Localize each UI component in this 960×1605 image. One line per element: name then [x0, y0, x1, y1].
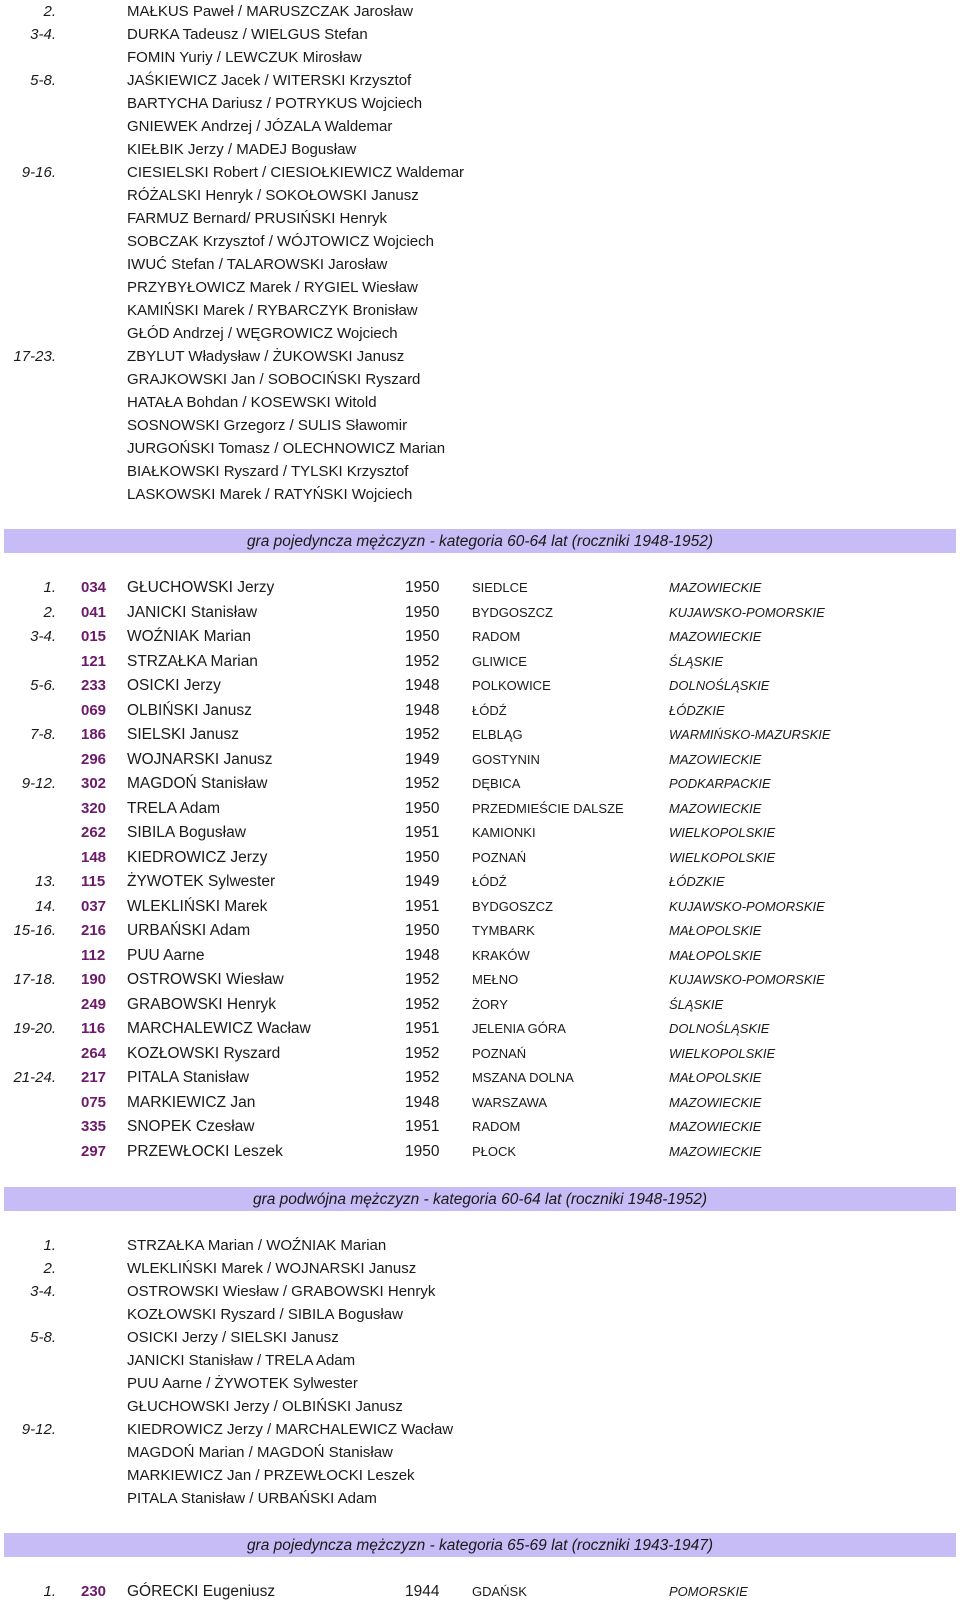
singles-results-table [0, 576, 960, 1164]
player-name: SIELSKI Janusz [127, 726, 240, 743]
birth-year: 1949 [405, 750, 440, 768]
region: PODKARPACKIE [669, 776, 771, 791]
pair-names: KIEŁBIK Jerzy / MADEJ Bogusław [127, 141, 357, 158]
table-row [0, 797, 960, 822]
pair-names: FOMIN Yuriy / LEWCZUK Mirosław [127, 49, 362, 66]
birth-year: 1952 [405, 775, 440, 792]
player-name: TRELA Adam [127, 799, 221, 817]
list-item [0, 483, 960, 506]
pair-names: MAŁKUS Paweł / MARUSZCZAK Jarosław [127, 3, 413, 20]
player-number: 335 [81, 1118, 107, 1135]
player-number: 069 [81, 701, 107, 719]
list-item [0, 322, 960, 345]
pair-names: OSICKI Jerzy / SIELSKI Janusz [127, 1329, 339, 1346]
player-name: WLEKLIŃSKI Marek [127, 897, 268, 915]
list-item [0, 230, 960, 253]
player-number: 320 [81, 799, 107, 817]
place-label: 9-12. [21, 775, 56, 792]
player-name: STRZAŁKA Marian [127, 652, 258, 670]
birth-year: 1951 [405, 824, 440, 841]
list-item [0, 368, 960, 391]
place-label: 5-6. [30, 677, 56, 694]
table-row [0, 821, 960, 846]
pair-names: PUU Aarne / ŻYWOTEK Sylwester [127, 1375, 358, 1392]
birth-year: 1952 [405, 652, 440, 670]
pair-names: DURKA Tadeusz / WIELGUS Stefan [127, 26, 368, 43]
pair-names: STRZAŁKA Marian / WOŹNIAK Marian [127, 1237, 387, 1254]
list-item [0, 1372, 960, 1395]
city: POZNAŃ [472, 1045, 527, 1061]
pair-names: JANICKI Stanisław / TRELA Adam [127, 1352, 356, 1369]
player-number: 249 [81, 995, 107, 1013]
pair-names: KAMIŃSKI Marek / RYBARCZYK Bronisław [127, 302, 418, 319]
region: MAZOWIECKIE [669, 580, 762, 595]
player-name: PRZEWŁOCKI Leszek [127, 1142, 283, 1160]
region: KUJAWSKO-POMORSKIE [669, 898, 825, 914]
player-name: GŁUCHOWSKI Jerzy [127, 579, 275, 596]
player-name: GÓRECKI Eugeniusz [127, 1583, 276, 1600]
list-item [0, 138, 960, 161]
pair-names: SOBCZAK Krzysztof / WÓJTOWICZ Wojciech [127, 233, 434, 250]
region: POMORSKIE [669, 1584, 748, 1599]
player-number: 233 [81, 677, 107, 694]
player-name: OLBIŃSKI Janusz [127, 701, 252, 719]
pair-names: FARMUZ Bernard/ PRUSIŃSKI Henryk [127, 210, 388, 227]
city: RADOM [472, 629, 521, 644]
list-item [0, 161, 960, 184]
player-number: 297 [81, 1142, 107, 1160]
region: WIELKOPOLSKIE [669, 849, 776, 865]
pair-names: ZBYLUT Władysław / ŻUKOWSKI Janusz [127, 348, 405, 365]
birth-year: 1950 [405, 603, 440, 621]
city: ŻORY [472, 996, 508, 1012]
player-name: KOZŁOWSKI Ryszard [127, 1044, 281, 1062]
table-row [0, 1140, 960, 1165]
place-label: 3-4. [30, 628, 56, 645]
birth-year: 1948 [405, 677, 440, 694]
list-item [0, 1303, 960, 1326]
city: WARSZAWA [472, 1094, 548, 1110]
table-row [0, 968, 960, 993]
region: WARMIŃSKO-MAZURSKIE [669, 727, 831, 742]
table-row [0, 1066, 960, 1091]
pair-names: GNIEWEK Andrzej / JÓZALA Waldemar [127, 118, 393, 135]
pair-names: KOZŁOWSKI Ryszard / SIBILA Bogusław [127, 1306, 403, 1323]
table-row [0, 846, 960, 871]
list-item [0, 437, 960, 460]
birth-year: 1948 [405, 946, 440, 964]
region: MAŁOPOLSKIE [669, 1070, 762, 1085]
player-name: WOJNARSKI Janusz [127, 750, 273, 768]
player-number: 041 [81, 603, 107, 621]
list-item [0, 1464, 960, 1487]
birth-year: 1950 [405, 799, 440, 817]
birth-year: 1950 [405, 922, 440, 939]
table-row [0, 625, 960, 650]
pair-names: PITALA Stanisław / URBAŃSKI Adam [127, 1490, 377, 1507]
pair-names: BARTYCHA Dariusz / POTRYKUS Wojciech [127, 95, 423, 112]
pair-names: SOSNOWSKI Grzegorz / SULIS Sławomir [127, 417, 408, 434]
pair-names: GŁÓD Andrzej / WĘGROWICZ Wojciech [127, 325, 398, 342]
player-number: 264 [81, 1044, 107, 1062]
birth-year: 1948 [405, 1093, 440, 1111]
player-number: 015 [81, 628, 107, 645]
player-name: PUU Aarne [127, 946, 205, 964]
birth-year: 1950 [405, 628, 440, 645]
list-item [0, 207, 960, 230]
player-name: SNOPEK Czesław [127, 1118, 255, 1135]
birth-year: 1950 [405, 1142, 440, 1160]
pair-names: BIAŁKOWSKI Ryszard / TYLSKI Krzysztof [127, 463, 409, 480]
birth-year: 1952 [405, 995, 440, 1013]
player-number: 112 [81, 946, 106, 964]
list-item [0, 1487, 960, 1510]
region: KUJAWSKO-POMORSKIE [669, 604, 825, 620]
player-name: JANICKI Stanisław [127, 603, 258, 621]
pair-names: MARKIEWICZ Jan / PRZEWŁOCKI Leszek [127, 1467, 415, 1484]
place-label: 5-8. [30, 1329, 56, 1346]
city: BYDGOSZCZ [472, 898, 553, 914]
pair-names: JURGOŃSKI Tomasz / OLECHNOWICZ Marian [127, 440, 446, 457]
list-item [0, 1280, 960, 1303]
city: PRZEDMIEŚCIE DALSZE [472, 800, 624, 816]
city: GOSTYNIN [472, 751, 540, 767]
table-row [0, 1017, 960, 1042]
table-row [0, 1091, 960, 1116]
pair-names: JAŚKIEWICZ Jacek / WITERSKI Krzysztof [127, 72, 412, 89]
place-label: 3-4. [30, 26, 56, 43]
player-number: 216 [81, 922, 107, 939]
player-number: 116 [81, 1020, 106, 1037]
region: MAZOWIECKIE [669, 1119, 762, 1134]
list-item [0, 184, 960, 207]
place-label: 1. [43, 1237, 56, 1254]
pair-names: PRZYBYŁOWICZ Marek / RYGIEL Wiesław [127, 279, 418, 296]
singles-results-table [0, 1580, 960, 1605]
region: MAZOWIECKIE [669, 751, 762, 767]
pair-names: WLEKLIŃSKI Marek / WOJNARSKI Janusz [127, 1260, 417, 1277]
table-row [0, 699, 960, 724]
list-item [0, 69, 960, 92]
city: GDAŃSK [472, 1584, 527, 1599]
city: ŁÓDŹ [472, 702, 507, 718]
birth-year: 1951 [405, 897, 440, 915]
table-row [0, 895, 960, 920]
list-item [0, 1234, 960, 1257]
place-label: 7-8. [30, 726, 56, 743]
player-name: OSTROWSKI Wiesław [127, 971, 284, 988]
birth-year: 1948 [405, 701, 440, 719]
place-label: 17-18. [13, 971, 56, 988]
player-number: 037 [81, 897, 107, 915]
place-label: 1. [43, 579, 56, 596]
list-item [0, 253, 960, 276]
table-row [0, 1115, 960, 1140]
player-name: KIEDROWICZ Jerzy [127, 848, 268, 866]
region: ŁÓDZKIE [669, 702, 725, 718]
player-name: URBAŃSKI Adam [127, 922, 251, 939]
section-header: gra podwójna mężczyzn - kategoria 60-64 lat (roczniki 1948-1952) [4, 1187, 956, 1211]
list-item [0, 1326, 960, 1349]
pair-names: LASKOWSKI Marek / RATYŃSKI Wojciech [127, 486, 413, 503]
region: DOLNOŚLĄSKIE [669, 678, 770, 693]
birth-year: 1950 [405, 579, 440, 596]
player-name: SIBILA Bogusław [127, 824, 246, 841]
birth-year: 1952 [405, 1069, 440, 1086]
player-number: 121 [81, 652, 107, 670]
city: DĘBICA [472, 776, 521, 791]
list-item [0, 46, 960, 69]
city: ŁÓDŹ [472, 874, 507, 889]
pair-names: CIESIELSKI Robert / CIESIOŁKIEWICZ Waldemar [127, 164, 465, 181]
birth-year: 1952 [405, 971, 440, 988]
table-row [0, 772, 960, 797]
list-item [0, 345, 960, 368]
city: TYMBARK [472, 923, 535, 938]
city: BYDGOSZCZ [472, 604, 553, 620]
region: ŚLĄSKIE [669, 653, 724, 669]
player-name: MARKIEWICZ Jan [127, 1093, 256, 1111]
list-item [0, 276, 960, 299]
birth-year: 1951 [405, 1118, 440, 1135]
city: GLIWICE [472, 653, 527, 669]
pair-names: GŁUCHOWSKI Jerzy / OLBIŃSKI Janusz [127, 1398, 403, 1415]
place-label: 5-8. [30, 72, 56, 89]
table-row [0, 993, 960, 1018]
place-label: 2. [43, 603, 56, 621]
city: JELENIA GÓRA [472, 1021, 566, 1036]
pair-names: OSTROWSKI Wiesław / GRABOWSKI Henryk [127, 1283, 436, 1300]
city: POLKOWICE [472, 678, 551, 693]
player-name: WOŹNIAK Marian [127, 628, 252, 645]
list-item [0, 1418, 960, 1441]
region: MAZOWIECKIE [669, 1143, 762, 1159]
place-label: 2. [43, 1260, 56, 1277]
region: WIELKOPOLSKIE [669, 825, 776, 840]
region: ŁÓDZKIE [669, 874, 725, 889]
birth-year: 1950 [405, 848, 440, 866]
player-number: 217 [81, 1069, 107, 1086]
table-row [0, 1042, 960, 1067]
player-name: MARCHALEWICZ Wacław [127, 1020, 311, 1037]
table-row [0, 748, 960, 773]
player-name: OSICKI Jerzy [127, 677, 221, 694]
region: KUJAWSKO-POMORSKIE [669, 972, 825, 987]
city: POZNAŃ [472, 849, 527, 865]
table-row [0, 576, 960, 601]
city: KAMIONKI [472, 825, 536, 840]
region: MAZOWIECKIE [669, 1094, 762, 1110]
region: ŚLĄSKIE [669, 996, 724, 1012]
table-row [0, 944, 960, 969]
section-header: gra pojedyncza mężczyzn - kategoria 65-69 lat (roczniki 1943-1947) [4, 1533, 956, 1557]
list-item [0, 23, 960, 46]
list-item [0, 1257, 960, 1280]
place-label: 14. [35, 897, 56, 915]
region: DOLNOŚLĄSKIE [669, 1021, 770, 1036]
player-name: GRABOWSKI Henryk [127, 995, 276, 1013]
doubles-results-list [0, 0, 960, 506]
table-row [0, 723, 960, 748]
city: PŁOCK [472, 1143, 517, 1159]
place-label: 13. [35, 873, 56, 890]
player-number: 302 [81, 775, 107, 792]
table-row [0, 1580, 960, 1605]
pair-names: GRAJKOWSKI Jan / SOBOCIŃSKI Ryszard [127, 371, 421, 388]
list-item [0, 1349, 960, 1372]
place-label: 21-24. [13, 1069, 56, 1086]
pair-names: HATAŁA Bohdan / KOSEWSKI Witold [127, 394, 377, 411]
player-number: 075 [81, 1093, 107, 1111]
table-row [0, 601, 960, 626]
player-number: 148 [81, 848, 107, 866]
pair-names: MAGDOŃ Marian / MAGDOŃ Stanisław [127, 1444, 393, 1461]
place-label: 15-16. [13, 922, 56, 939]
region: MAZOWIECKIE [669, 800, 762, 816]
player-name: MAGDOŃ Stanisław [127, 775, 268, 792]
place-label: 3-4. [30, 1283, 56, 1300]
list-item [0, 460, 960, 483]
place-label: 19-20. [13, 1020, 56, 1037]
birth-year: 1944 [405, 1583, 440, 1600]
place-label: 9-12. [21, 1421, 56, 1438]
city: RADOM [472, 1119, 521, 1134]
player-number: 186 [81, 726, 107, 743]
list-item [0, 92, 960, 115]
birth-year: 1949 [405, 873, 440, 890]
pair-names: RÓŻALSKI Henryk / SOKOŁOWSKI Janusz [127, 187, 419, 204]
table-row [0, 650, 960, 675]
table-row [0, 870, 960, 895]
player-number: 115 [81, 873, 106, 890]
region: MAŁOPOLSKIE [669, 923, 762, 938]
list-item [0, 299, 960, 322]
player-number: 230 [81, 1583, 107, 1600]
city: MSZANA DOLNA [472, 1070, 574, 1085]
region: MAŁOPOLSKIE [669, 947, 762, 963]
place-label: 9-16. [21, 164, 56, 181]
city: SIEDLCE [472, 580, 528, 595]
pair-names: IWUĆ Stefan / TALAROWSKI Jarosław [127, 256, 388, 273]
list-item [0, 1441, 960, 1464]
player-name: PITALA Stanisław [127, 1069, 250, 1086]
section-header: gra pojedyncza mężczyzn - kategoria 60-64 lat (roczniki 1948-1952) [4, 529, 956, 553]
player-number: 262 [81, 824, 107, 841]
place-label: 1. [43, 1583, 56, 1600]
region: WIELKOPOLSKIE [669, 1045, 776, 1061]
player-number: 190 [81, 971, 107, 988]
doubles-results-list [0, 1234, 960, 1510]
birth-year: 1952 [405, 1044, 440, 1062]
list-item [0, 414, 960, 437]
region: MAZOWIECKIE [669, 629, 762, 644]
list-item [0, 1395, 960, 1418]
city: ELBLĄG [472, 727, 523, 742]
city: MEŁNO [472, 972, 519, 987]
pair-names: KIEDROWICZ Jerzy / MARCHALEWICZ Wacław [127, 1421, 454, 1438]
table-row [0, 674, 960, 699]
city: KRAKÓW [472, 947, 530, 963]
player-number: 034 [81, 579, 107, 596]
birth-year: 1951 [405, 1020, 440, 1037]
player-number: 296 [81, 750, 107, 768]
list-item [0, 391, 960, 414]
place-label: 2. [43, 3, 56, 20]
list-item [0, 115, 960, 138]
list-item [0, 0, 960, 23]
player-name: ŻYWOTEK Sylwester [127, 873, 276, 890]
table-row [0, 919, 960, 944]
place-label: 17-23. [13, 348, 56, 365]
birth-year: 1952 [405, 726, 440, 743]
